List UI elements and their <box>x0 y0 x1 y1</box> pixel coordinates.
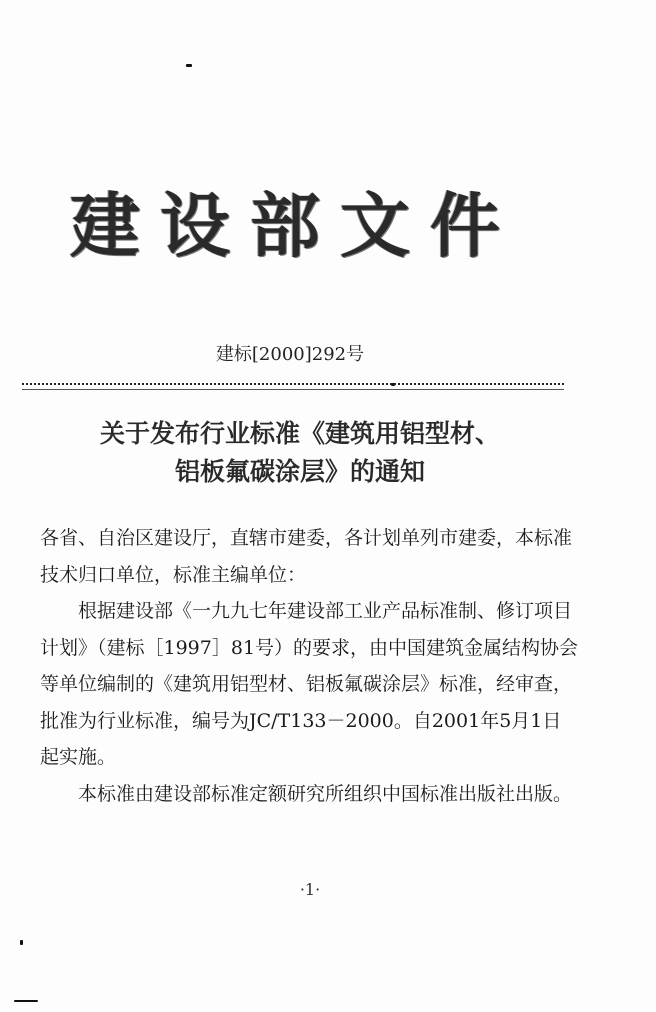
document-number: 建标[2000]292号 <box>215 344 365 365</box>
scan-speck <box>186 64 192 67</box>
notice-title <box>40 415 560 491</box>
main-paragraph: 根据建设部《一九九七年建设部工业产品标准制、修订项目计划》（建标［1997］81号）的要求，由中国建筑金属结构协会等单位编制的《建筑用铝型材、铝板氟碳涂层》标准，经审查，批准为行业标准，编号为JC/T133－2000。自2001年5月1日起实施。 <box>40 600 579 768</box>
notice-title-line-2: 铝板氟碳涂层》的通知 <box>174 457 425 486</box>
scan-speck <box>20 940 23 945</box>
addressee-paragraph: 各省、自治区建设厅，直辖市建委，各计划单列市建委，本标准技术归口单位，标准主编单位： <box>40 527 573 586</box>
header-separator-line <box>22 383 564 390</box>
notice-body <box>40 520 580 812</box>
publication-paragraph: 本标准由建设部标准定额研究所组织中国标准出版社出版。 <box>78 782 573 805</box>
scan-speck <box>14 1000 38 1002</box>
document-header-title: 建设部文件 <box>70 184 520 267</box>
notice-title-line-1: 关于发布行业标准《建筑用铝型材、 <box>99 419 500 448</box>
page-number: ·1· <box>299 880 321 899</box>
